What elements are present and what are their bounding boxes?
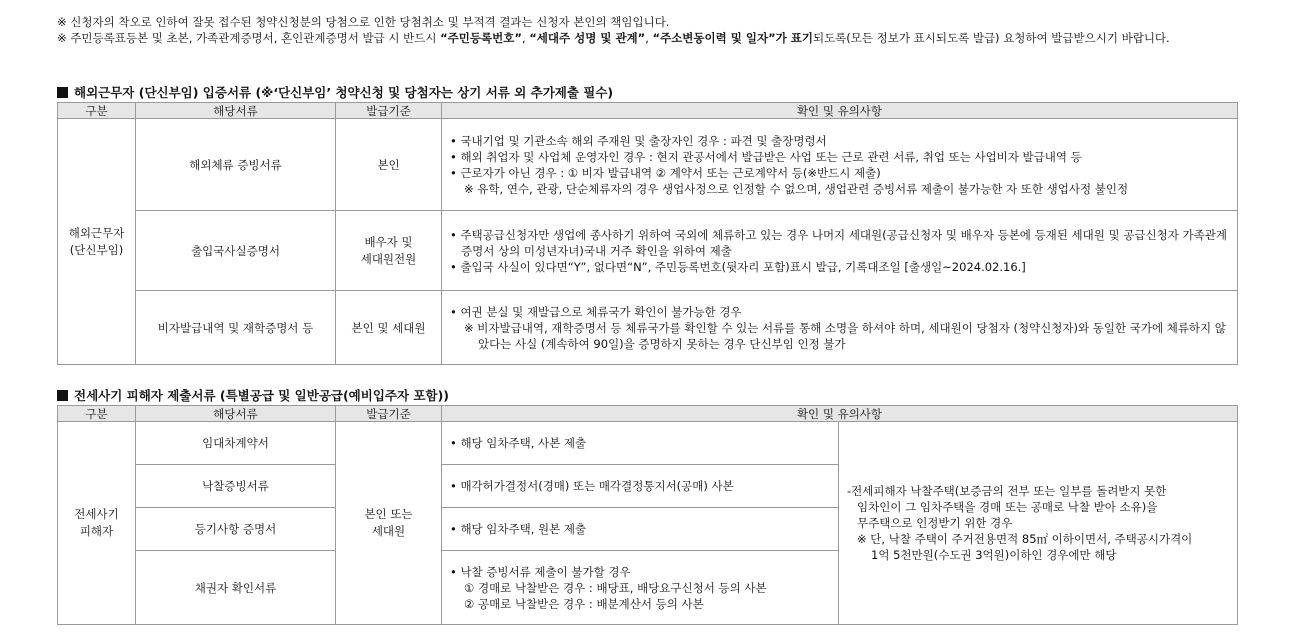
table-row [58,119,1238,211]
fraud-victim-documents-table [57,405,1238,625]
notice-emphasis: “주민등록번호” [440,31,522,45]
list-item: • 출입국 사실이 있다면“Y”, 없다면“N”, 주민등록번호(뒷자리 포함)표시 발급, 기록대조일 [출생일~2024.02.16.] [450,259,1026,274]
notice-text: ※ 주민등록표등본 및 초본, 가족관계증명서, 혼인관계증명서 발급 시 반드시 [57,31,441,45]
list-item: • 여권 분실 및 재발급으로 체류국가 확인이 불가능한 경우 [450,304,742,319]
notice-text: 되도록(모든 정보가 표시되도록 발급) 요청하여 발급받으시기 바랍니다. [812,31,1170,45]
document-cell: 해외체류 증빙서류 [136,119,336,211]
list-item-note: ※ 비자발급내역, 재학증명서 등 체류국가를 확인할 수 있는 서류를 통해 소명을 하셔야 하며, 세대원이 당첨자 (청약신청자)와 동일한 국가에 체류하지 않았다는 사실 (계속하여 90일)을 증명하지 못하는 경우 단신부임 인정 불가 [464,320,1226,351]
notes-cell [442,211,1238,291]
list-item: • 매각허가결정서(경매) 또는 매각결정통지서(공매) 사본 [450,479,734,493]
notice-emphasis: “세대주 성명 및 관계” [529,31,646,45]
table-row [58,291,1238,365]
table-header-row [58,103,1238,119]
list-item: • 해외 취업자 및 사업체 운영자인 경우 : 현지 관공서에서 발급받은 사업 또는 근로 관련 서류, 취업 또는 사업비자 발급내역 등 [450,149,1082,164]
list-item: • 해당 임차주택, 원본 제출 [450,522,587,536]
section-title-text: 전세사기 피해자 제출서류 (특별공급 및 일반공급(예비입주자 포함)) [74,388,449,403]
side-note-line: -전세피해자 낙찰주택(보증금의 전부 또는 일부를 돌려받지 못한 [847,484,1167,498]
list-item: • 국내기업 및 기관소속 해외 주재원 및 출장자인 경우 : 파견 및 출장명령서 [450,133,827,148]
side-note-line: ※ 단, 낙찰 주택이 주거전용면적 85㎡ 이하이면서, 주택공시가격이 [857,532,1193,546]
basis-cell: 본인 또는 세대원 [336,422,442,625]
document-cell: 임대차계약서 [136,422,336,465]
table-row [58,211,1238,291]
header-basis: 발급기준 [336,406,442,422]
section-title-fraud-victim [57,386,449,404]
document-cell: 출입국사실증명서 [136,211,336,291]
list-item: • 해당 임차주택, 사본 제출 [450,436,587,450]
category-cell: 전세사기 피해자 [58,422,136,625]
notes-cell [442,422,839,465]
document-cell: 낙찰증빙서류 [136,465,336,508]
notice-line-1: ※ 신청자의 착오로 인하여 잘못 접수된 청약신청분의 당첨으로 인한 당첨취소 및 부적격 결과는 신청자 본인의 책임입니다. [57,15,670,29]
table-row [58,422,1238,465]
list-item-note: ※ 유학, 연수, 관광, 단순체류자의 경우 생업사정으로 인정할 수 없으며, 생업관련 증빙서류 제출이 불가능한 자 또한 생업사정 불인정 [464,181,1129,196]
square-bullet-icon [57,390,68,401]
side-note-line: 1억 5천만원(수도권 3억원)이하인 경우에만 해당 [871,548,1117,562]
header-notes: 확인 및 유의사항 [442,103,1238,119]
header-document: 해당서류 [136,406,336,422]
section-title-text: 해외근무자 (단신부임) 입증서류 (※‘단신부임’ 청약신청 및 당첨자는 상기 서류 외 추가제출 필수) [74,85,614,100]
notes-cell [442,465,839,508]
notes-cell [442,291,1238,365]
basis-cell: 배우자 및 세대원전원 [336,211,442,291]
notice-separator: , [645,31,653,45]
header-notes: 확인 및 유의사항 [442,406,1238,422]
document-cell: 채권자 확인서류 [136,551,336,625]
notes-cell [442,508,839,551]
category-cell: 해외근무자 (단신부임) [58,119,136,365]
notes-cell [442,119,1238,211]
list-item: • 낙찰 증빙서류 제출이 불가할 경우 [450,564,631,579]
side-note-cell [839,422,1238,625]
list-item-numbered: ② 공매로 낙찰받은 경우 : 배분계산서 등의 사본 [464,596,704,611]
header-category: 구분 [58,103,136,119]
section-title-overseas [57,83,613,101]
basis-cell: 본인 및 세대원 [336,291,442,365]
square-bullet-icon [57,87,68,98]
document-cell: 등기사항 증명서 [136,508,336,551]
notice-emphasis: “주소변동이력 및 일자”가 표기 [652,31,813,45]
side-note-line: 임차인이 그 임차주택을 경매 또는 공매로 낙찰 받아 소유)을 [857,500,1158,514]
basis-cell: 본인 [336,119,442,211]
list-item: • 근로자가 아닌 경우 : ① 비자 발급내역 ② 계약서 또는 근로계약서 등(※반드시 제출) [450,165,881,180]
list-item-numbered: ① 경매로 낙찰받은 경우 : 배당표, 배당요구신청서 등의 사본 [464,580,767,595]
notice-block [57,14,1247,46]
list-item: • 주택공급신청자만 생업에 종사하기 위하여 국외에 체류하고 있는 경우 나머지 세대원(공급신청자 및 배우자 등본에 등재된 세대원 및 공급신청자 가족관계증명서 상의 미성년자녀)국내 거주 확인을 위하여 제출 [450,227,1227,258]
overseas-documents-table [57,102,1238,365]
notice-line-2 [57,30,1247,46]
notes-cell [442,551,839,625]
header-category: 구분 [58,406,136,422]
header-document: 해당서류 [136,103,336,119]
document-cell: 비자발급내역 및 재학증명서 등 [136,291,336,365]
side-note-line: 무주택으로 인정받기 위한 경우 [857,516,1013,530]
header-basis: 발급기준 [336,103,442,119]
notice-separator: , [521,31,530,45]
table-header-row [58,406,1238,422]
